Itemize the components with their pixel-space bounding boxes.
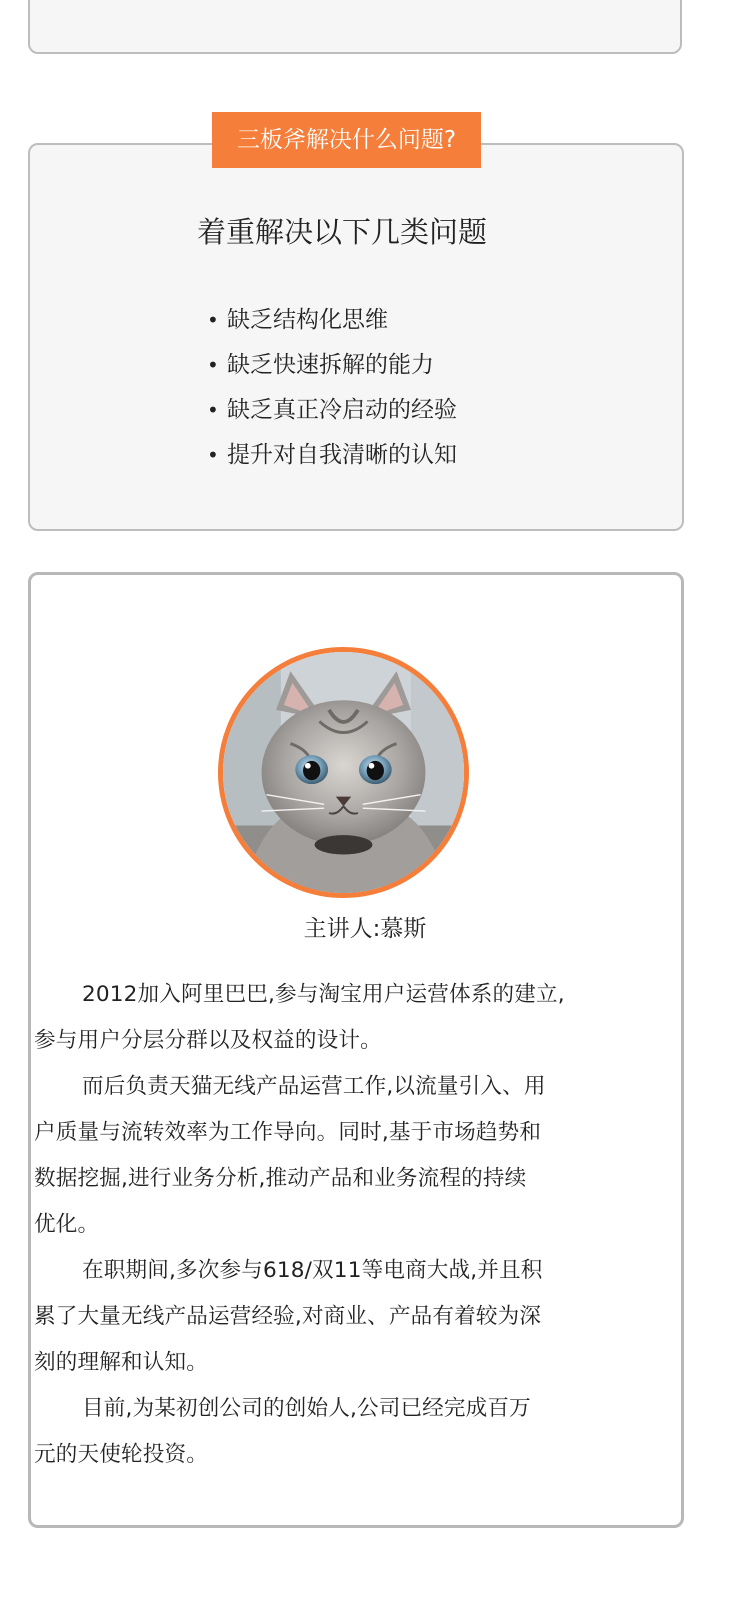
bio-line: 刻的理解和认知。: [34, 1350, 208, 1375]
problem-item: [207, 392, 457, 437]
bio-line: 目前,为某初创公司的创始人,公司已经完成百万: [82, 1396, 531, 1421]
bio-line: 而后负责天猫无线产品运营工作,以流量引入、用: [82, 1074, 546, 1099]
bullet-icon: •: [207, 353, 219, 377]
cat-avatar-icon: [218, 647, 469, 898]
bio-line: 户质量与流转效率为工作导向。同时,基于市场趋势和: [34, 1120, 542, 1145]
bio-line: 2012加入阿里巴巴,参与淘宝用户运营体系的建立,: [82, 982, 565, 1007]
bio-line: 元的天使轮投资。: [34, 1442, 208, 1467]
problem-item-label: 缺乏快速拆解的能力: [227, 352, 434, 378]
problem-item-label: 缺乏真正冷启动的经验: [227, 397, 457, 423]
problems-heading: 着重解决以下几类问题: [196, 215, 487, 249]
problem-item-label: 缺乏结构化思维: [227, 307, 388, 333]
problem-list: [207, 302, 457, 482]
section-badge: 三板斧解决什么问题?: [212, 112, 481, 168]
bio-line: 累了大量无线产品运营经验,对商业、产品有着较为深: [34, 1304, 542, 1329]
bullet-icon: •: [207, 398, 219, 422]
problem-item: [207, 437, 457, 482]
problem-item-label: 提升对自我清晰的认知: [227, 442, 457, 468]
bio-line: 在职期间,多次参与618/双11等电商大战,并且积: [82, 1258, 543, 1283]
problem-item: [207, 302, 457, 347]
speaker-name: 主讲人:慕斯: [303, 916, 427, 942]
bio-line: 优化。: [34, 1212, 100, 1237]
bio-line: 数据挖掘,进行业务分析,推动产品和业务流程的持续: [34, 1166, 527, 1191]
cat-photo: [223, 652, 464, 893]
bullet-icon: •: [207, 308, 219, 332]
bio-line: 参与用户分层分群以及权益的设计。: [34, 1028, 382, 1053]
bullet-icon: •: [207, 443, 219, 467]
problem-item: [207, 347, 457, 392]
previous-section-card: [28, 0, 682, 54]
speaker-bio: [34, 972, 680, 1478]
